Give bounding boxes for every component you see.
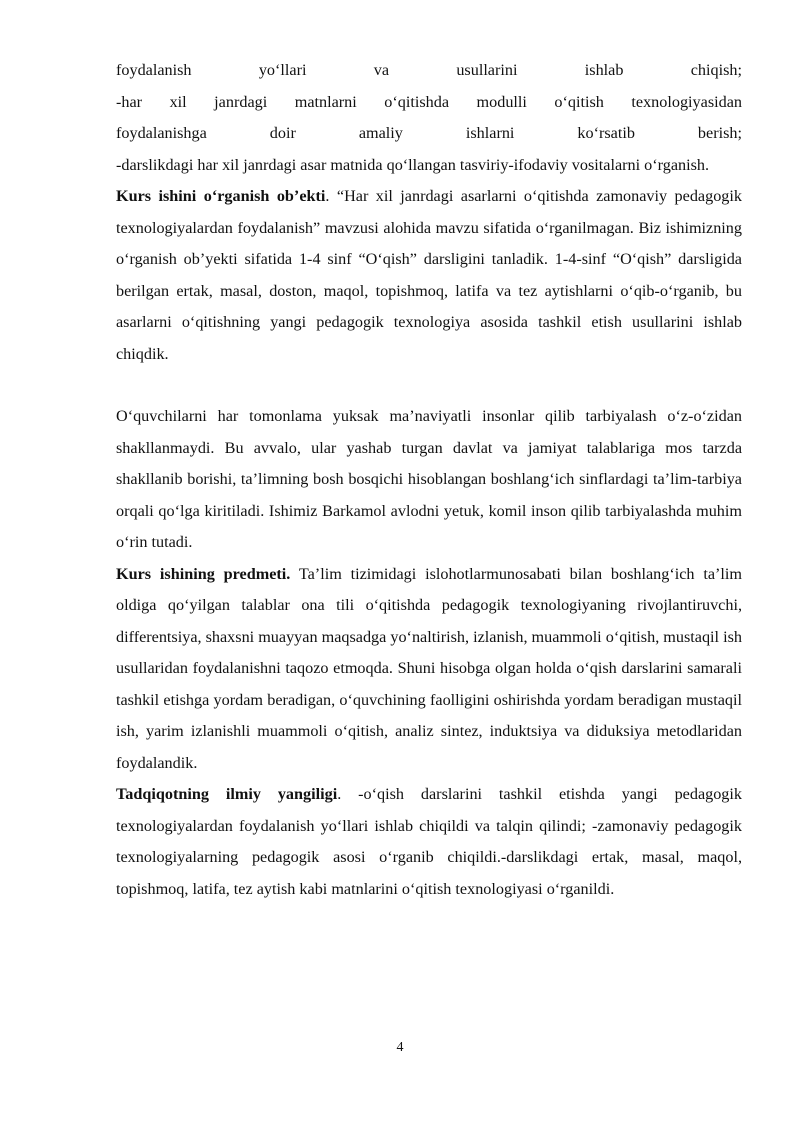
novelty-paragraph (116, 779, 742, 905)
object-heading: Kurs ishini o‘rganish ob’ekti (116, 187, 326, 205)
novelty-heading: Tadqiqotning ilmiy yangiligi (116, 785, 338, 803)
document-body (116, 55, 742, 905)
intro-line-4: -darslikdagi har xil janrdagi asar matnida qo‘llangan tasviriy-ifodaviy vositalarni o‘rganish. (116, 155, 710, 174)
intro-line-3: foydalanishga doir amaliy ishlarni ko‘rsatib berish; (116, 124, 742, 142)
object-paragraph (116, 181, 742, 370)
object-text: . “Har xil janrdagi asarlarni o‘qitishda zamonaviy pedagogik texnologiyalardan foydalanish” mavzusi alohida mavzu sifatida o‘rganilmagan. Biz ishimizning o‘rganish ob’yekti sifatida 1-4 sinf “O‘qish” darsligini tanladik. 1-4-sinf “O‘qish” darsligida berilgan ertak, masal, doston, maqol, topishmoq, latifa va tez aytishlarni o‘qib-o‘rganib, bu asarlarni o‘qitishning yangi pedagogik texnologiya asosida tashkil etish usullarini ishlab chiqdik. (116, 187, 742, 363)
novelty-text: . -o‘qish darslarini tashkil etishda yangi pedagogik texnologiyalardan foydalanish yo‘llari ishlab chiqildi va talqin qilindi; -zamonaviy pedagogik texnologiyalarning pedagogik asosi o‘rganib chiqildi.-darslikdagi ertak, masal, maqol, topishmoq, latifa, tez aytish kabi matnlarini o‘qitish texnologiyasi o‘rganildi. (116, 785, 742, 898)
subject-heading: Kurs ishining predmeti. (116, 564, 291, 583)
intro-line-1: foydalanish yo‘llari va usullarini ishlab chiqish; (116, 61, 742, 79)
subject-text: Ta’lim tizimidagi islohotlarmunosabati bilan boshlang‘ich ta’lim oldiga qo‘yilgan talablar ona tili o‘qitishda pedagogik texnologiyaning rivojlantiruvchi, differentsiya, shaxsni muayyan maqsadga yo‘naltirish, izlanish, muammoli o‘qitish, mustaqil ish usullaridan foydalanishni taqozo etmoqda. Shuni hisobga olgan holda o‘qish darslarini samarali tashkil etishga yordam beradigan, o‘quvchining faolligini oshirishda yordam beradigan mustaqil ish, yarim izlanishli muammoli o‘qitish, analiz sintez, induktsiya va diduksiya metodlaridan foydalandik. (116, 564, 742, 772)
intro-line-2: -har xil janrdagi matnlarni o‘qitishda modulli o‘qitish texnologiyasidan (116, 92, 742, 111)
page-number: 4 (396, 1040, 404, 1055)
pupils-paragraph: O‘quvchilarni har tomonlama yuksak ma’naviyatli insonlar qilib tarbiyalash o‘z-o‘zidan shakllanmaydi. Bu avvalo, ular yashab turgan davlat va jamiyat talablariga mos tarzda shakllanib borishi, ta’limning bosh bosqichi hisoblangan boshlang‘ich sinflardagi ta’lim-tarbiya orqali qo‘lga kiritiladi. Ishimiz Barkamol avlodni yetuk, komil inson qilib tarbiyalashda muhim o‘rin tutadi. (116, 407, 742, 551)
subject-paragraph (116, 559, 742, 780)
